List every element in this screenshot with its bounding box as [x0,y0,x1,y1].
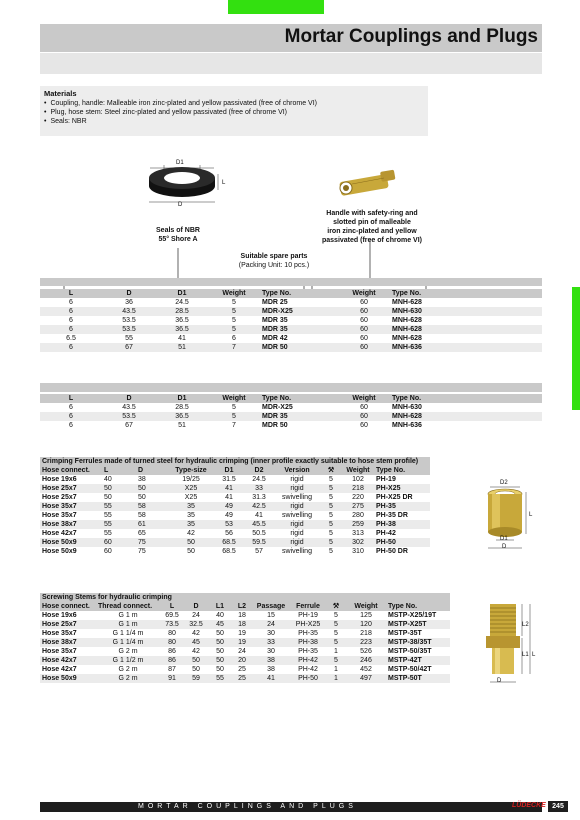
stems-table [40,593,450,683]
table-row: Hose 42x7 G 1 1/2 m 86 50 50 20 38 PH-42 5 246 MSTP-42T [40,656,450,665]
stems-title: Screwing Stems for hydraulic crimping [40,593,450,602]
ferrules-title-row [40,457,430,466]
brand-logo: LÜDECKE [512,802,546,809]
seal-d1-label: D1 [176,160,184,166]
ferrule-l-label: L [529,512,533,518]
handle-figure [330,168,402,204]
seal-table-1 [40,289,542,352]
ferrules-title: Crimping Ferrules made of turned steel for hydraulic crimping (inner profile exactly suitable to hose stem profile) [40,457,430,466]
table-row: 6 43.5 28.5 5 MDR-X25 60 MNH-630 [40,307,542,316]
ferrule-d1-label: D1 [500,536,508,542]
footer-text: MORTAR COUPLINGS AND PLUGS [138,803,357,810]
green-tab-side [572,287,580,410]
table-row: Hose 38x7 55 61 35 53 45.5 rigid 5 259 PH-38 [40,520,430,529]
spare-caption: Suitable spare parts (Packing Unit: 10 pcs.) [238,253,310,269]
stem-d-label: D [497,678,502,684]
ferrules-header: Hose connect. L D Type-size D1 D2 Version ⚒ Weight Type No. [40,466,430,475]
ferrules-table [40,457,430,556]
page-title: Mortar Couplings and Plugs [284,26,538,47]
title-bar [40,24,542,52]
table-row: Hose 25x7 50 50 X25 41 33 rigid 5 218 PH-X25 [40,484,430,493]
stem-l2-label: L2 [522,622,529,628]
table-row: Hose 50x9 60 75 50 68.5 57 swivelling 5 310 PH-50 DR [42,548,408,555]
table-row: 6 67 51 7 MDR 50 60 MNH-636 [69,422,422,429]
pack-icon: ⚒ [320,466,342,475]
seal-caption: Seals of NBR 55° Shore A [156,227,200,243]
table-row: 6 53.5 36.5 5 MDR 35 60 MNH-628 [40,412,542,421]
table-row: Hose 35x7 G 1 1/4 m 80 42 50 19 30 PH-35 5 218 MSTP-35T [42,630,422,637]
materials-item: • Coupling, handle: Malleable iron zinc-plated and yellow passivated (free of chrome VI) [44,99,424,108]
table-row: Hose 19x6 40 38 19/25 31.5 24.5 rigid 5 102 PH-19 [42,476,396,483]
seal-table-2-header: L D D1 Weight Type No. Weight Type No. [40,394,542,403]
materials-box [40,86,428,136]
table-row: Hose 50x9 60 75 50 68.5 59.5 rigid 5 302 PH-50 [40,538,430,547]
subtitle-bar [40,53,542,74]
ferrule-figure [474,478,544,553]
stem-figure [474,602,544,688]
table-row: Hose 19x6 G 1 m 69.5 24 40 18 15 PH-19 5 125 MSTP-X25/19T [42,612,437,619]
table-row: Hose 35x7 55 58 35 49 42.5 rigid 5 275 PH-35 [40,502,430,511]
stems-header: Hose connect. Thread connect. L D L1 L2 Passage Ferrule ⚒ Weight Type No. [40,602,450,611]
table-row: Hose 38x7 G 1 1/4 m 80 45 50 19 33 PH-38 5 223 MSTP-38/35T [40,638,450,647]
seal-table-2-bar [40,383,542,392]
pack-icon: ⚒ [326,602,346,611]
table-row: 6 36 24.5 5 MDR 25 60 MNH-628 [69,299,422,306]
ferrule-d2-label: D2 [500,480,508,486]
stem-l1-label: L1 [522,652,529,658]
table-row: 6 43.5 28.5 5 MDR-X25 60 MNH-630 [69,404,422,411]
table-row: 6.5 55 41 6 MDR 42 60 MNH-628 [66,335,422,342]
table-row: Hose 50x9 G 2 m 91 59 55 25 41 PH-50 1 497 MSTP-50T [40,674,450,683]
table-row: Hose 25x7 50 50 X25 41 31.3 swivelling 5 220 PH-X25 DR [42,494,413,501]
seal-l-label: L [222,180,226,186]
seal-d-label: D [178,202,183,208]
page-number: 245 [548,801,568,812]
table-row: 6 53.5 36.5 5 MDR 35 60 MNH-628 [40,325,542,334]
table-row: Hose 35x7 55 58 35 49 41 swivelling 5 280 PH-35 DR [42,512,408,519]
materials-heading: Materials [44,89,77,98]
materials-item: • Seals: NBR [44,117,424,126]
stems-title-row [40,593,450,602]
seal-table-2 [40,394,542,430]
table-row: Hose 42x7 G 2 m 87 50 50 25 38 PH-42 1 452 MSTP-50/42T [42,666,432,673]
green-tab-top [228,0,324,14]
seal-table-1-header: L D D1 Weight Type No. Weight Type No. [40,289,542,298]
table-row: Hose 42x7 55 65 42 56 50.5 rigid 5 313 PH-42 [42,530,396,537]
ferrule-d-label: D [502,544,507,550]
table-row: Hose 35x7 G 2 m 86 42 50 24 30 PH-35 1 526 MSTP-50/35T [42,648,432,655]
leader-lines [40,240,542,296]
handle-caption: Handle with safety-ring and slotted pin of malleable iron zinc-plated and yellow passivated (free of chrome VI) [322,210,422,244]
seal-table-1-bar [40,278,542,286]
stem-l-label: L [532,652,536,658]
materials-item: • Plug, hose stem: Steel zinc-plated and yellow passivated (free of chrome VI) [44,108,424,117]
table-row: 6 67 51 7 MDR 50 60 MNH-636 [40,343,542,352]
footer-bar [40,802,542,812]
table-row: 6 53.5 36.5 5 MDR 35 60 MNH-628 [69,317,422,324]
table-row: Hose 25x7 G 1 m 73.5 32.5 45 18 24 PH-X25 5 120 MSTP-X25T [40,620,450,629]
